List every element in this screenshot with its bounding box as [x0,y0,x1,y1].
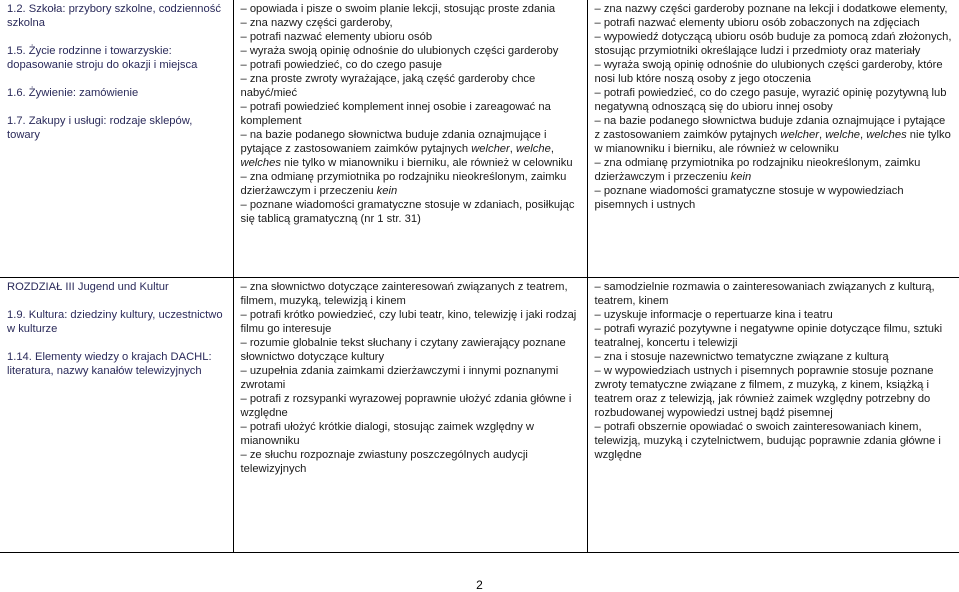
requirement-item: – potrafi obszernie opowiadać o swoich zainteresowaniach kinem, telewizją, muzyką i czytelnictwem, budując poprawnie zdania główne i względne [594,421,941,461]
requirement-item: – potrafi powiedzieć, co do czego pasuje [240,59,443,71]
requirement-item: – uzupełnia zdania zaimkami dzierżawczymi i innymi poznanymi zwrotami [240,365,559,391]
requirement-item: – opowiada i pisze o swoim planie lekcji, stosując proste zdania [240,3,556,15]
topic-item: 1.14. Elementy wiedzy o krajach DACHL: literatura, nazwy kanałów telewizyjnych [7,351,212,377]
requirement-item: – poznane wiadomości gramatyczne stosuje w zdaniach, posiłkując się tablicą gramatyczną (nr 1 str. 31) [240,199,575,225]
topic-cell [0,278,233,553]
requirement-item: – potrafi wyrazić pozytywne i negatywne opinie dotyczące filmu, sztuki teatralnej, koncertu i telewizji [594,323,943,349]
requirement-item: – wyraża swoją opinię odnośnie do ulubionych części garderoby [240,45,559,57]
requirement-item: – zna i stosuje nazewnictwo tematyczne związane z kulturą [594,351,889,363]
requirement-item: – potrafi nazwać elementy ubioru osób [240,31,433,43]
extended-requirements-cell [587,0,959,278]
requirement-item: – poznane wiadomości gramatyczne stosuje w wypowiedziach pisemnych i ustnych [594,185,904,211]
topic-item: 1.7. Zakupy i usługi: rodzaje sklepów, towary [7,115,193,141]
requirement-item: – zna proste zwroty wyrażające, jaką część garderoby chce nabyć/mieć [240,73,536,99]
page-number: 2 [476,578,483,592]
requirement-item: – w wypowiedziach ustnych i pisemnych poprawnie stosuje poznane zwroty tematyczne związane z filmem, z muzyką, z kinem, książką i teatrem oraz z telewizją, jak również zaimek względny potrzebny do rozbudowanej wypowiedzi ustnej bądź pisemnej [594,365,934,419]
extended-requirements-cell [587,278,959,553]
requirement-item: – wyraża swoją opinię odnośnie do ulubionych części garderoby, które nosi lub które noszą osoby z jego otoczenia [594,59,943,85]
requirement-item: – zna odmianę przymiotnika po rodzajniku nieokreślonym, zaimku dzierżawczym i przeczeniu kein [594,157,921,183]
requirement-item: – zna nazwy części garderoby poznane na lekcji i dodatkowe elementy, [594,3,948,15]
requirement-item: – potrafi ułożyć krótkie dialogi, stosując zaimek względny w mianowniku [240,421,534,447]
basic-requirements-cell [233,0,587,278]
requirement-item: – ze słuchu rozpoznaje zwiastuny poszczególnych audycji telewizyjnych [240,449,528,475]
requirement-item: – na bazie podanego słownictwa buduje zdania oznajmujące i pytające z zastosowaniem zaimków pytajnych welcher, welche, welches nie tylko w mianowniku i bierniku, ale również w celowniku [594,115,951,155]
requirement-item: – potrafi z rozsypanki wyrazowej poprawnie ułożyć zdania główne i względne [240,393,572,419]
topic-item: 1.2. Szkoła: przybory szkolne, codzienność szkolna [7,3,221,29]
requirement-item: – samodzielnie rozmawia o zainteresowaniach związanych z kulturą, teatrem, kinem [594,281,935,307]
topic-item: 1.9. Kultura: dziedziny kultury, uczestnictwo w kulturze [7,309,223,335]
requirement-item: – wypowiedź dotyczącą ubioru osób buduje za pomocą zdań złożonych, stosując przymiotniki określające ludzi i przedmioty oraz materiały [594,31,952,57]
chapter-heading: ROZDZIAŁ III Jugend und Kultur [7,281,169,293]
requirement-item: – rozumie globalnie tekst słuchany i czytany zawierający poznane słownictwo dotyczące kultury [240,337,566,363]
requirement-item: – uzyskuje informacje o repertuarze kina i teatru [594,309,833,321]
requirement-item: – potrafi powiedzieć komplement innej osobie i zareagować na komplement [240,101,551,127]
basic-requirements-cell [233,278,587,553]
requirement-item: – potrafi krótko powiedzieć, czy lubi teatr, kino, telewizję i jaki rodzaj filmu go interesuje [240,309,577,335]
requirement-item: – potrafi nazwać elementy ubioru osób zobaczonych na zdjęciach [594,17,920,29]
requirement-item: – potrafi powiedzieć, co do czego pasuje, wyrazić opinię pozytywną lub negatywną odnoszącą się do ubioru innej osoby [594,87,947,113]
requirement-item: – zna odmianę przymiotnika po rodzajniku nieokreślonym, zaimku dzierżawczym i przeczeniu kein [240,171,567,197]
table-row [0,278,959,553]
table-row [0,0,959,278]
topic-item: 1.5. Życie rodzinne i towarzyskie: dopasowanie stroju do okazji i miejsca [7,45,198,71]
requirement-item: – zna nazwy części garderoby, [240,17,393,29]
topic-item: 1.6. Żywienie: zamówienie [7,87,139,99]
requirement-item: – zna słownictwo dotyczące zainteresowań związanych z teatrem, filmem, muzyką, telewizją i kinem [240,281,568,307]
requirement-item: – na bazie podanego słownictwa buduje zdania oznajmujące i pytające z zastosowaniem zaimków pytajnych welcher, welche, welches nie tylko w mianowniku i bierniku, ale również w celowniku [240,129,573,169]
topic-cell [0,0,233,278]
